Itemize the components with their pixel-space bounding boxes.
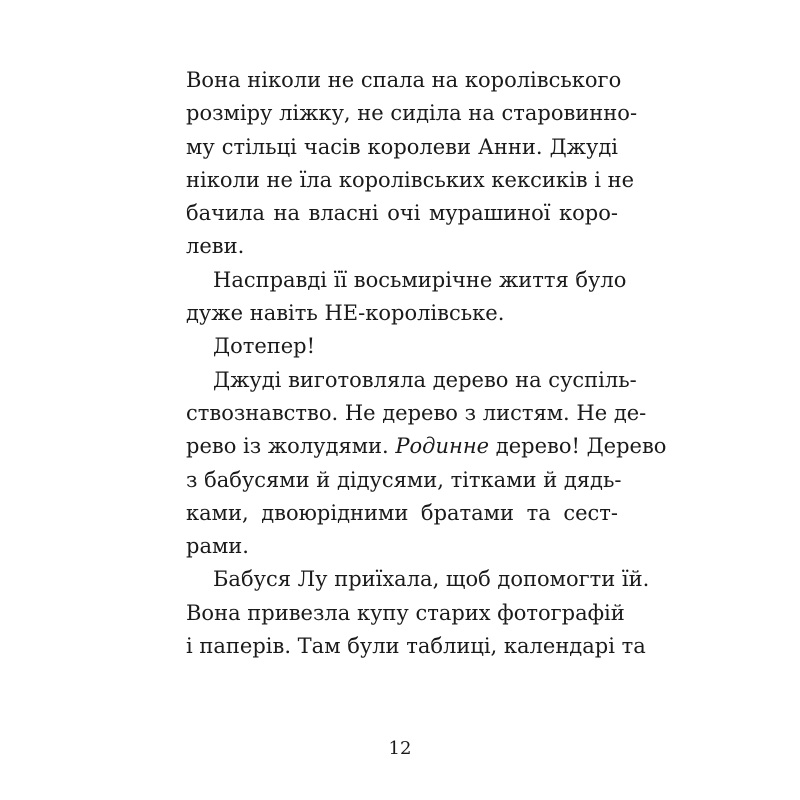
text-line: Джуді виготовляла дерево на суспіль- bbox=[213, 367, 637, 392]
text-line: Дотепер! bbox=[213, 334, 316, 359]
text-line: розміру ліжку, не сиділа на старовинно- bbox=[186, 101, 638, 126]
text-segment: дерево! Дерево bbox=[495, 434, 667, 459]
text-line: бачила на власні очі мурашиної коро- bbox=[186, 201, 618, 226]
text-line: му стільці часів королеви Анни. Джуді bbox=[186, 134, 618, 159]
text-line: леви. bbox=[186, 234, 245, 259]
italic-text: Родинне bbox=[395, 434, 490, 459]
text-line: з бабусями й дідусями, тітками й дядь- bbox=[186, 467, 622, 492]
text-line: ствознавство. Не дерево з листям. Не де- bbox=[186, 400, 647, 425]
text-line bbox=[186, 430, 667, 463]
text-line: Вона ніколи не спала на королівського bbox=[186, 68, 622, 92]
text-line: ками, двоюрідними братами та сест- bbox=[186, 500, 618, 525]
text-segment: рево із жолудями. bbox=[186, 434, 389, 459]
text-line: рами. bbox=[186, 534, 249, 559]
text-line: дуже навіть НЕ-королівське. bbox=[186, 301, 505, 326]
text-line: ніколи не їла королівських кексиків і не bbox=[186, 167, 635, 192]
text-line: і паперів. Там були таблиці, календарі та bbox=[186, 634, 646, 659]
text-line: Вона привезла купу старих фотографій bbox=[186, 600, 625, 625]
body-text bbox=[186, 64, 667, 663]
page-number: 12 bbox=[388, 738, 412, 759]
text-line: Бабуся Лу приїхала, щоб допомогти їй. bbox=[213, 567, 650, 592]
text-line: Насправді її восьмирічне життя було bbox=[213, 267, 627, 292]
